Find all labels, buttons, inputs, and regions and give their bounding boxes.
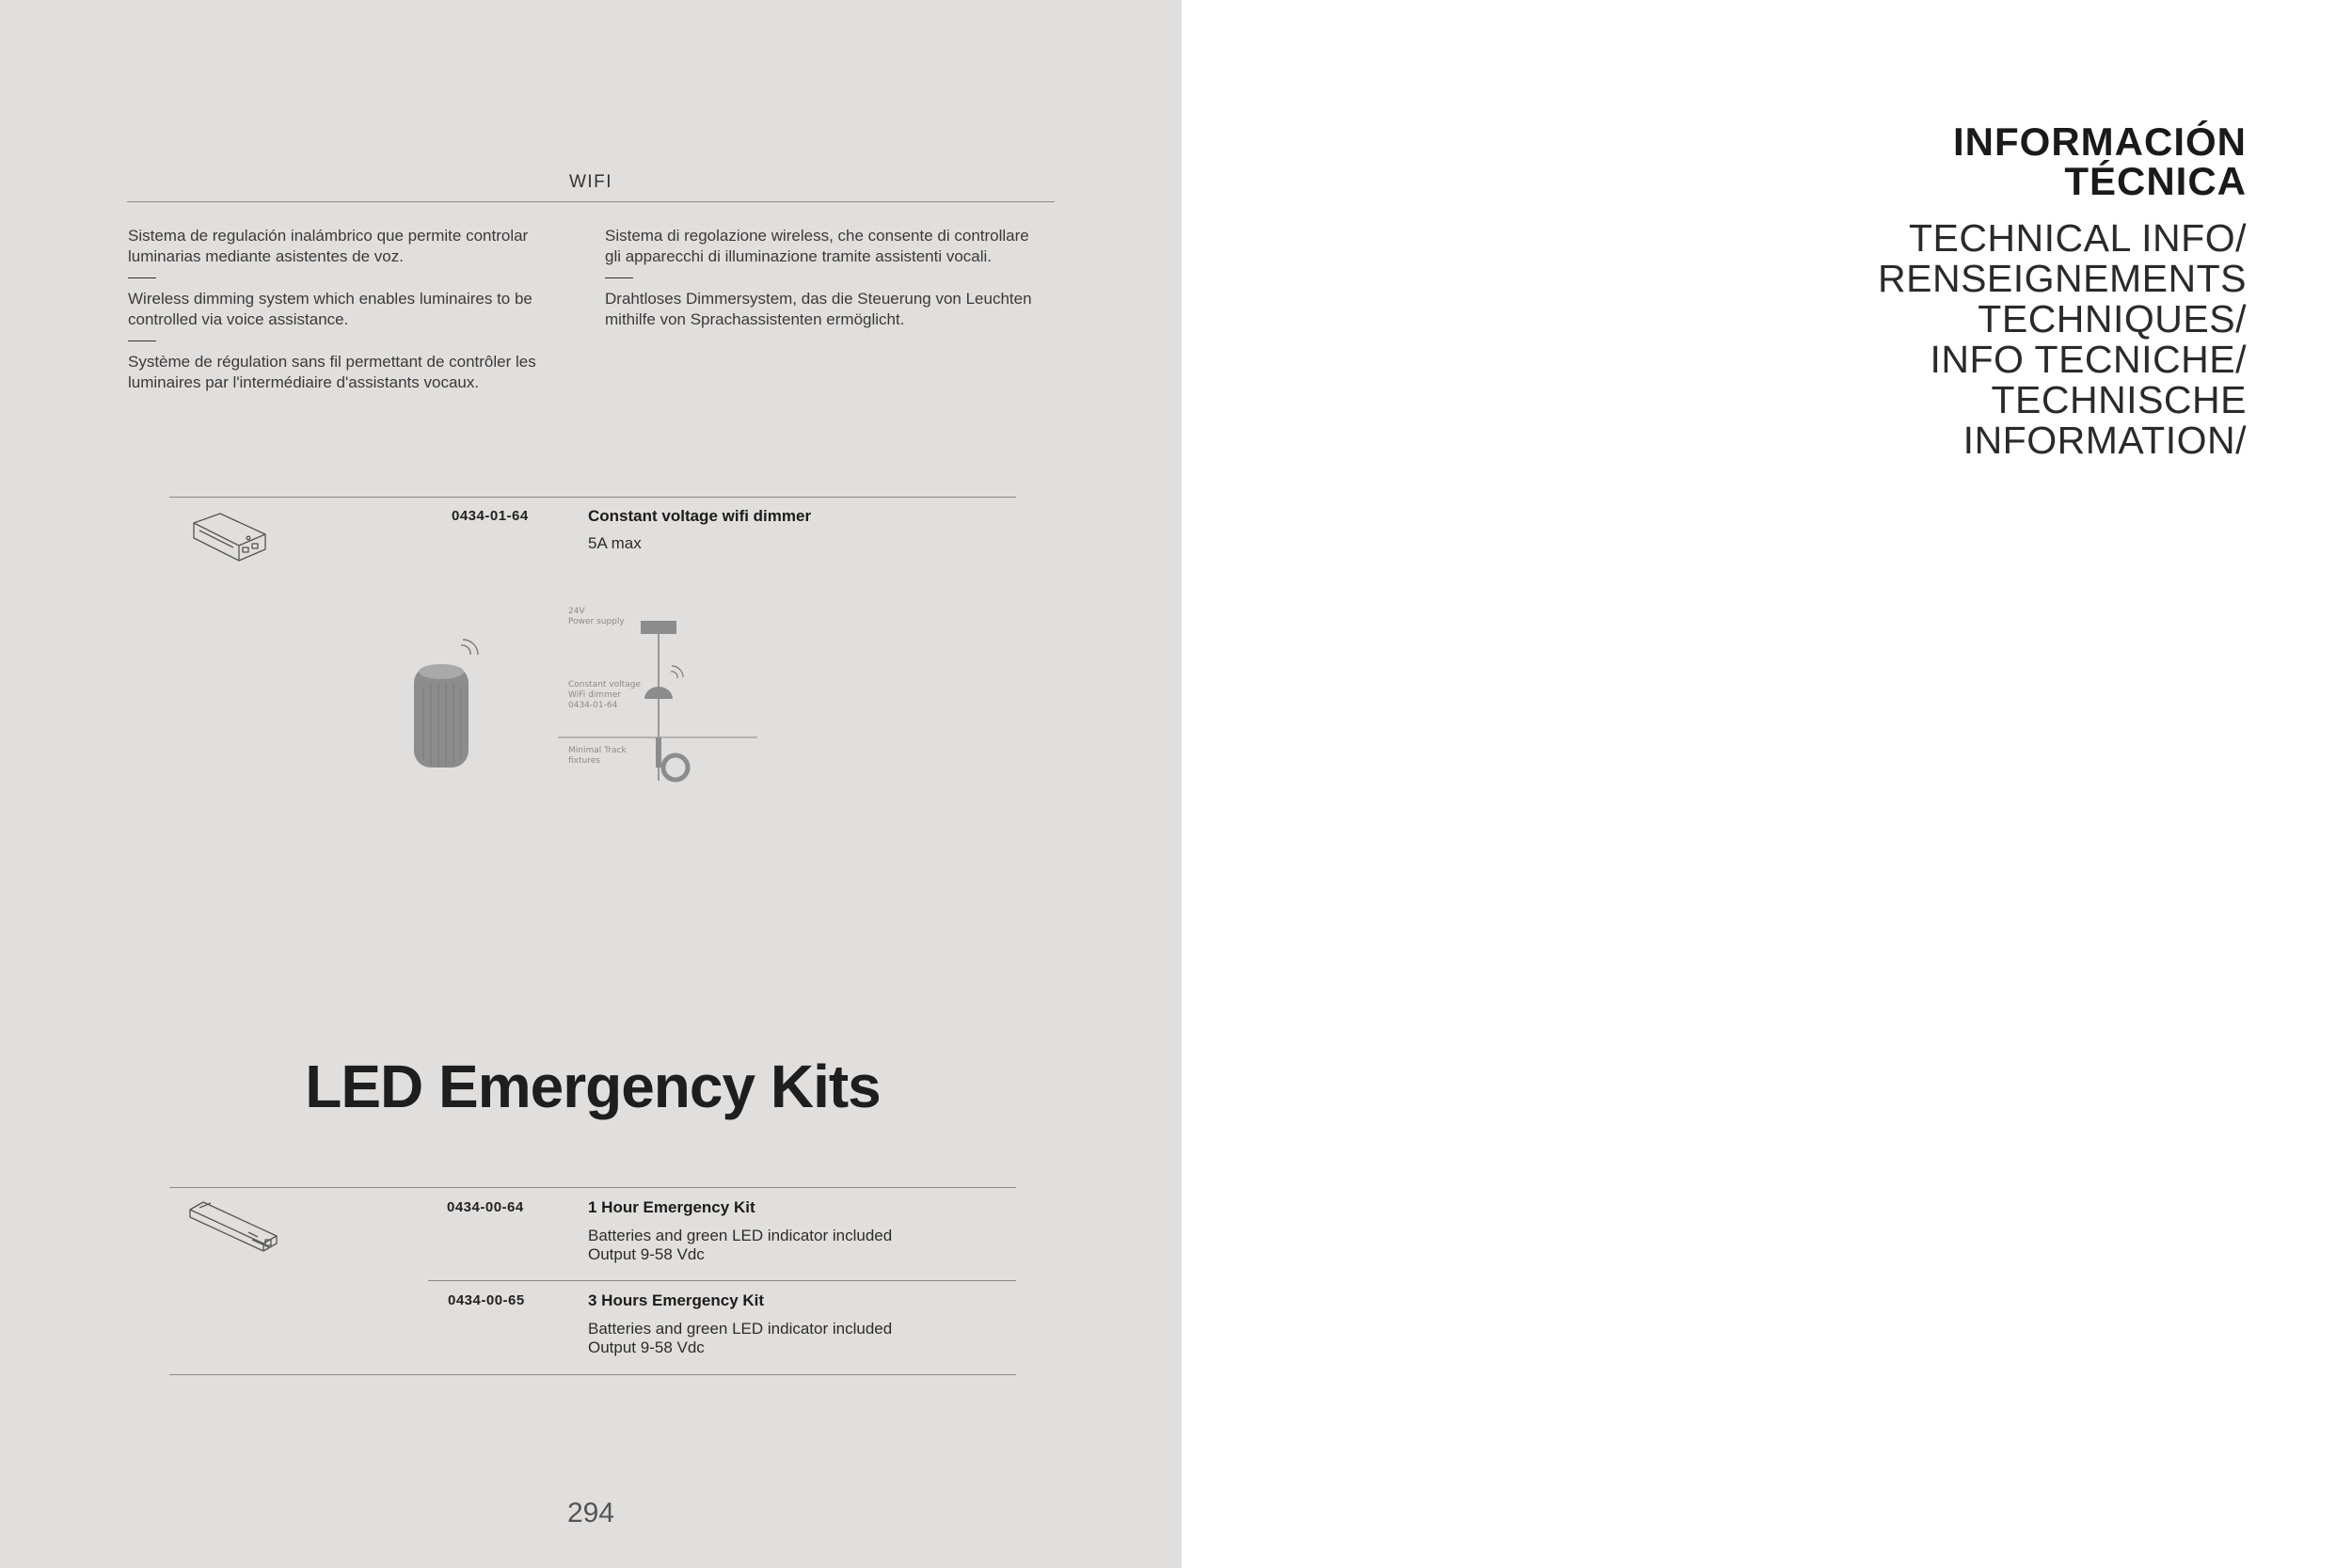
divider-dash [605, 277, 633, 278]
dimmer-label-2: WiFi dimmer [568, 690, 622, 700]
description-en: Wireless dimming system which enables luminaires to be controlled via voice assistance. [128, 290, 532, 328]
product-code: 0434-00-64 [447, 1199, 524, 1215]
product-name: 3 Hours Emergency Kit [588, 1291, 765, 1309]
description-fr: Système de régulation sans fil permettant de contrôler les luminaires par l'intermédiaire d'assistants vocaux. [128, 353, 536, 391]
product-name: Constant voltage wifi dimmer [588, 507, 812, 525]
subtitle-line: RENSEIGNEMENTS [1878, 257, 2247, 300]
product-code: 0434-01-64 [452, 508, 529, 524]
page-subtitle [1878, 218, 2247, 461]
product-table-rule [169, 497, 1016, 498]
dimmer-label-3: 0434-01-64 [568, 701, 618, 710]
emergency-table-top-rule [169, 1187, 1016, 1188]
description-es: Sistema de regulación inalámbrico que permite controlar luminarias mediante asistentes de voz. [128, 227, 529, 265]
page-title [1953, 119, 2247, 203]
power-supply-icon [641, 621, 676, 634]
subtitle-line: INFO TECNICHE/ [1930, 338, 2247, 381]
subtitle-line: INFORMATION/ [1963, 419, 2247, 462]
subtitle-line: TECHNISCHE [1991, 378, 2247, 421]
track-fixture-icon [656, 737, 661, 768]
wifi-section-heading: WIFI [568, 172, 613, 192]
dimmer-label-1: Constant voltage [568, 680, 641, 689]
wifi-dimmer-icon [190, 510, 273, 572]
fixtures-label-2: fixtures [568, 756, 600, 766]
title-line-1: INFORMACIÓN [1953, 119, 2247, 164]
divider-dash [128, 277, 156, 278]
title-line-2: TÉCNICA [2064, 159, 2247, 203]
subtitle-line: TECHNICAL INFO/ [1908, 216, 2247, 260]
product-name: 1 Hour Emergency Kit [588, 1198, 755, 1216]
power-supply-label-1: 24V [568, 607, 585, 616]
product-description: Batteries and green LED indicator included Output 9-58 Vdc [588, 1320, 893, 1356]
page-number: 294 [566, 1497, 615, 1528]
description-it: Sistema di regolazione wireless, che consente di controllare gli apparecchi di illuminazione tramite assistenti vocali. [605, 227, 1029, 265]
dimmer-dome-icon [644, 687, 673, 699]
fixtures-label-1: Minimal Track [568, 746, 627, 755]
emergency-table-bottom-rule [169, 1374, 1016, 1375]
section-title: LED Emergency Kits [305, 1053, 881, 1120]
wifi-description-left [128, 226, 570, 393]
description-de: Drahtloses Dimmersystem, das die Steuerung von Leuchten mithilfe von Sprachassistenten ermöglicht. [605, 290, 1032, 328]
product-code: 0434-00-65 [448, 1292, 525, 1308]
emergency-kit-icon [186, 1196, 280, 1262]
wifi-heading-rule [127, 201, 1055, 202]
product-spec: 5A max [588, 534, 642, 552]
wifi-wiring-diagram [405, 593, 771, 790]
product-description: Batteries and green LED indicator included Output 9-58 Vdc [588, 1227, 893, 1263]
subtitle-line: TECHNIQUES/ [1978, 297, 2247, 341]
wifi-description-right [605, 226, 1047, 330]
right-page [1182, 0, 2352, 1568]
smart-speaker-icon [414, 640, 478, 768]
emergency-row-divider [428, 1280, 1016, 1281]
power-supply-label-2: Power supply [568, 617, 625, 626]
